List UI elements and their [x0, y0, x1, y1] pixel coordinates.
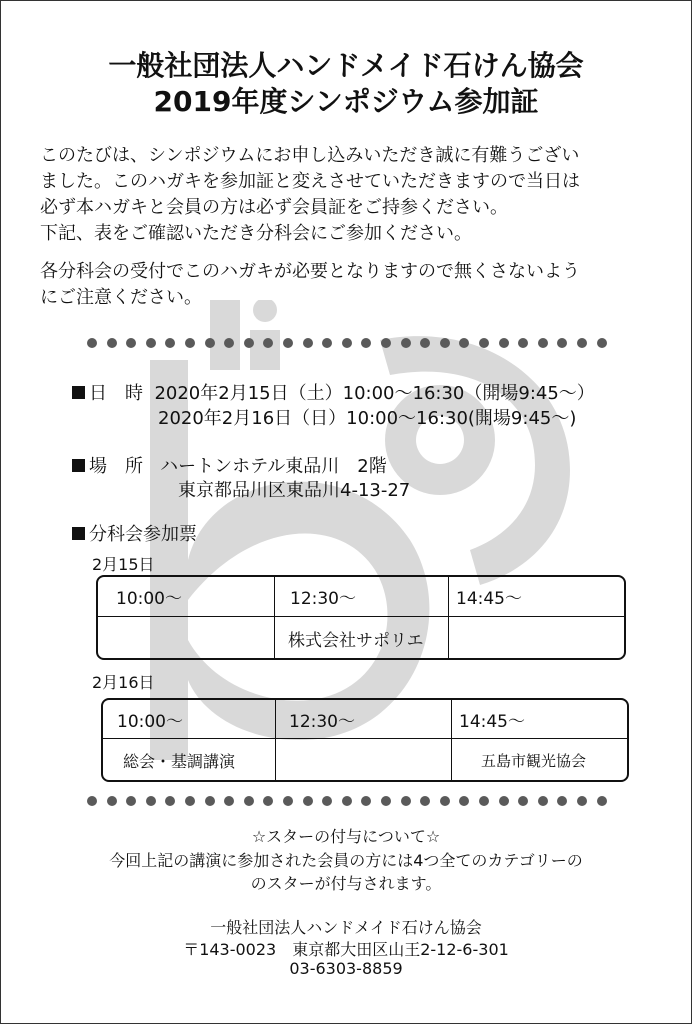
divider-dot	[440, 796, 450, 806]
footer-address: 〒143-0023 東京都大田区山王2-12-6-301	[183, 940, 509, 959]
notice-line: にご注意ください。	[40, 287, 202, 308]
divider-dot	[557, 796, 567, 806]
intro-line: ました。このハガキを参加証と変えさせていただきますので当日は	[40, 171, 580, 192]
divider-dot	[597, 796, 607, 806]
divider-dot	[263, 796, 273, 806]
star-text-line: のスターが付与されます。	[250, 874, 442, 893]
divider-dot	[479, 796, 489, 806]
session-cell	[116, 617, 274, 660]
divider-dot	[146, 338, 156, 348]
divider-dot	[518, 796, 528, 806]
divider-dot	[361, 338, 371, 348]
divider-dot	[126, 796, 136, 806]
title-event: 2019年度シンポジウム参加証	[153, 85, 539, 118]
divider-dot	[342, 338, 352, 348]
divider-dot	[459, 338, 469, 348]
divider-dot	[165, 796, 175, 806]
divider-dot	[499, 796, 509, 806]
square-bullet-icon	[72, 459, 85, 472]
day2-label: 2月16日	[92, 673, 155, 692]
divider-dot	[146, 796, 156, 806]
venue-address: 東京都品川区東品川4-13-27	[178, 480, 411, 501]
table-row	[103, 700, 627, 738]
intro-line: このたびは、シンポジウムにお申し込みいただき誠に有難うござい	[40, 145, 580, 166]
star-text-line: 今回上記の講演に参加された会員の方には4つ全てのカテゴリーの	[109, 851, 583, 870]
intro-paragraph	[40, 143, 660, 247]
table-row	[98, 617, 624, 660]
session-cell: 五島市観光協会	[481, 752, 587, 770]
table-row	[103, 739, 627, 782]
divider-dot	[420, 338, 430, 348]
divider-dot	[459, 796, 469, 806]
divider-dot	[518, 338, 528, 348]
divider-dot	[205, 338, 215, 348]
divider-dot	[538, 796, 548, 806]
divider-dot	[126, 338, 136, 348]
footer-phone: 03-6303-8859	[289, 959, 403, 978]
dotted-divider-bottom	[87, 796, 607, 806]
divider-dot	[322, 338, 332, 348]
divider-dot	[185, 796, 195, 806]
session-cell: 株式会社サポリエ	[288, 631, 424, 651]
day1-session-table	[96, 575, 626, 660]
divider-dot	[107, 796, 117, 806]
divider-dot	[165, 338, 175, 348]
time-cell: 10:00〜	[116, 589, 182, 609]
divider-dot	[401, 796, 411, 806]
divider-dot	[322, 796, 332, 806]
divider-dot	[205, 796, 215, 806]
divider-dot	[224, 796, 234, 806]
session-cell: 総会・基調講演	[123, 752, 236, 771]
divider-dot	[107, 338, 117, 348]
divider-dot	[87, 338, 97, 348]
square-bullet-icon	[72, 527, 85, 540]
divider-dot	[361, 796, 371, 806]
divider-dot	[597, 338, 607, 348]
divider-dot	[303, 796, 313, 806]
divider-dot	[499, 338, 509, 348]
divider-dot	[283, 796, 293, 806]
dotted-divider-top	[87, 338, 607, 348]
sessions-heading-text: 分科会参加票	[89, 524, 197, 545]
divider-dot	[577, 796, 587, 806]
intro-line: 必ず本ハガキと会員の方は必ず会員証をご持参ください。	[40, 197, 508, 218]
venue-row-1	[72, 452, 387, 478]
divider-dot	[87, 796, 97, 806]
divider-dot	[440, 338, 450, 348]
divider-dot	[185, 338, 195, 348]
divider-dot	[244, 796, 254, 806]
session-cell	[289, 739, 449, 782]
divider-dot	[479, 338, 489, 348]
divider-dot	[224, 338, 234, 348]
star-heading: ☆スターの付与について☆	[251, 827, 441, 846]
divider-dot	[303, 338, 313, 348]
divider-dot	[342, 796, 352, 806]
divider-dot	[557, 338, 567, 348]
divider-dot	[577, 338, 587, 348]
divider-dot	[263, 338, 273, 348]
footer-organization: 一般社団法人ハンドメイド石けん協会	[210, 918, 482, 937]
date-value-1: 2020年2月15日（土）10:00〜16:30（開場9:45〜）	[154, 383, 595, 404]
time-cell: 12:30〜	[290, 589, 356, 609]
session-cell	[456, 617, 626, 660]
intro-line: 下記、表をご確認いただき分科会にご参加ください。	[40, 223, 472, 244]
time-cell: 10:00〜	[117, 711, 183, 732]
notice-line: 各分科会の受付でこのハガキが必要となりますので無くさないよう	[40, 261, 580, 282]
date-row-1	[72, 379, 595, 405]
venue-name: ハートンホテル東品川 2階	[160, 456, 387, 477]
day2-session-table	[101, 698, 629, 782]
venue-label: 場 所	[89, 456, 143, 477]
date-value-2: 2020年2月16日（日）10:00〜16:30(開場9:45〜)	[158, 408, 577, 429]
divider-dot	[244, 338, 254, 348]
sessions-heading	[72, 520, 197, 546]
divider-dot	[381, 796, 391, 806]
time-cell: 12:30〜	[289, 711, 355, 732]
square-bullet-icon	[72, 386, 85, 399]
divider-dot	[401, 338, 411, 348]
time-cell: 14:45〜	[456, 589, 522, 609]
title-organization: 一般社団法人ハンドメイド石けん協会	[108, 49, 584, 82]
date-label: 日 時	[89, 383, 143, 404]
divider-dot	[283, 338, 293, 348]
table-row	[98, 577, 624, 616]
time-cell: 14:45〜	[459, 711, 525, 732]
divider-dot	[420, 796, 430, 806]
divider-dot	[381, 338, 391, 348]
day1-label: 2月15日	[92, 555, 155, 574]
divider-dot	[538, 338, 548, 348]
notice-paragraph	[40, 259, 660, 311]
